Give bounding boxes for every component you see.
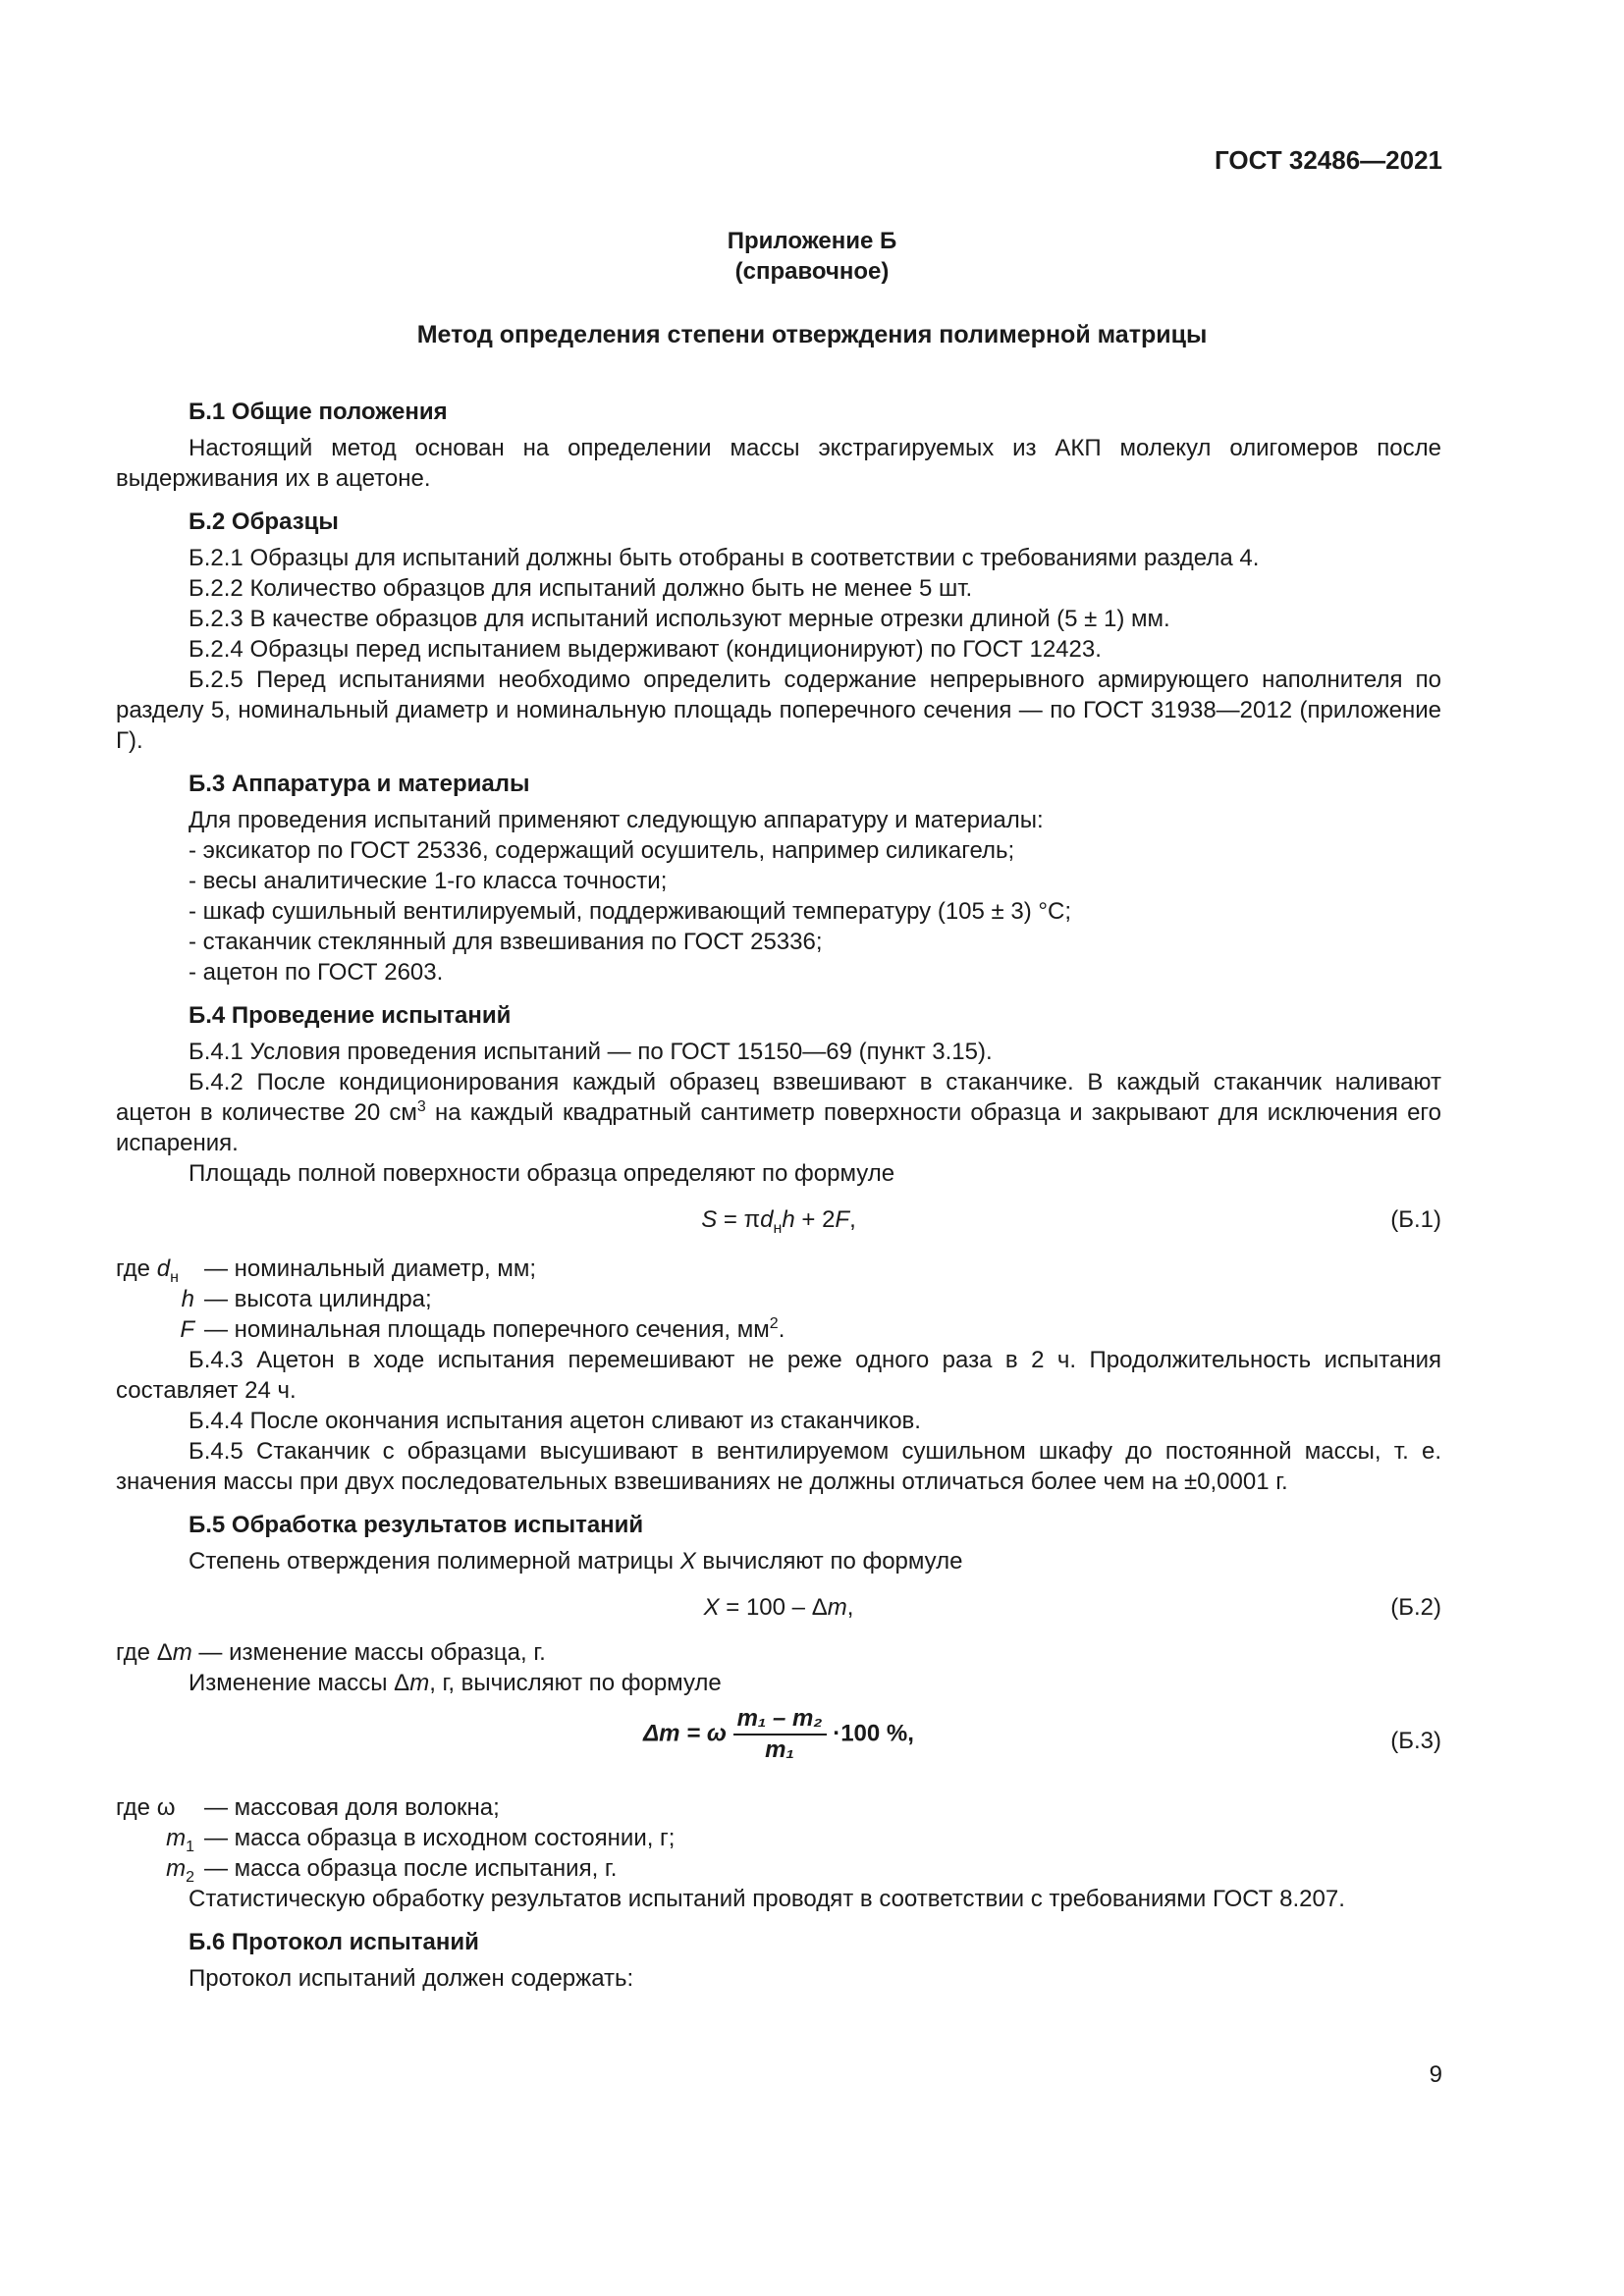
formula-b2: X = 100 – Δm, (Б.2)	[703, 1594, 1441, 1621]
formula-b1: $S = \pi d_нh + 2F$, (Б.1)	[701, 1206, 1441, 1237]
paragraph: Б.2.5 Перед испытаниями необходимо определить содержание непрерывного армирующего наполнителя по разделу 5, номинальный диаметр и номинальную площадь поперечного сечения — по ГОСТ 31938—2012 (приложение Г).	[116, 667, 1441, 754]
paragraph: Б.4.2 После кондиционирования каждый образец взвешивают в стаканчике. В каждый стаканчик наливают ацетон в количестве 20 $см^3$ на каждый квадратный сантиметр поверхности образца и закрывают для исключения его испарения.	[116, 1069, 1441, 1156]
paragraph: Б.2.3 В качестве образцов для испытаний используют мерные отрезки длиной (5 ± 1) мм.	[189, 606, 1170, 632]
section-heading-b6: Б.6 Протокол испытаний	[189, 1929, 479, 1955]
list-item: - шкаф сушильный вентилируемый, поддерживающий температуру (105 ± 3) °С;	[189, 898, 1071, 925]
paragraph: Изменение массы Δm, г, вычисляют по формуле	[189, 1670, 722, 1696]
paragraph: Б.2.4 Образцы перед испытанием выдерживают (кондиционируют) по ГОСТ 12423.	[189, 636, 1102, 663]
formula-definitions	[116, 1254, 1441, 1345]
list-item: - ацетон по ГОСТ 2603.	[189, 959, 444, 986]
paragraph: Б.4.5 Стаканчик с образцами высушивают в вентилируемом сушильном шкафу до постоянной массы, т. е. значения массы при двух последовательных взвешиваниях не должны отличаться более чем на ±0,0001 г.	[116, 1438, 1441, 1495]
paragraph: Для проведения испытаний применяют следующую аппаратуру и материалы:	[189, 807, 1044, 833]
paragraph: где Δm — изменение массы образца, г.	[116, 1639, 546, 1666]
paragraph: Б.4.4 После окончания испытания ацетон сливают из стаканчиков.	[189, 1408, 921, 1434]
paragraph: Степень отверждения полимерной матрицы X вычисляют по формуле	[189, 1548, 963, 1575]
definition-row: $m_1$ — масса образца в исходном состоянии, г;	[166, 1825, 676, 1855]
paragraph: Б.2.1 Образцы для испытаний должны быть отобраны в соответствии с требованиями раздела 4.	[189, 545, 1260, 571]
definition-row: h — высота цилиндра;	[181, 1286, 432, 1312]
paragraph: Б.4.3 Ацетон в ходе испытания перемешивают не реже одного раза в 2 ч. Продолжительность испытания составляет 24 ч.	[116, 1347, 1441, 1404]
definition-row: F — номинальная площадь поперечного сечения, $мм^2$.	[180, 1315, 785, 1343]
formula-number: (Б.2)	[1390, 1594, 1441, 1621]
paragraph: Настоящий метод основан на определении массы экстрагируемых из АКП молекул олигомеров после выдерживания их в ацетоне.	[116, 435, 1441, 492]
paragraph: Б.4.1 Условия проведения испытаний — по ГОСТ 15150—69 (пункт 3.15).	[189, 1039, 993, 1065]
list-item: - стаканчик стеклянный для взвешивания по ГОСТ 25336;	[189, 929, 823, 955]
annex-status: (справочное)	[734, 258, 890, 285]
paragraph: Площадь полной поверхности образца определяют по формуле	[189, 1160, 895, 1187]
section-heading-b2: Б.2 Образцы	[189, 508, 339, 535]
annex-title: Метод определения степени отверждения полимерной матрицы	[416, 321, 1208, 348]
definition-row: где ω — массовая доля волокна;	[116, 1794, 500, 1821]
document-id: ГОСТ 32486—2021	[1215, 145, 1442, 175]
page-number: 9	[1429, 2061, 1442, 2088]
formula-number: (Б.1)	[1390, 1206, 1441, 1233]
paragraph: Протокол испытаний должен содержать:	[189, 1965, 634, 1992]
list-item: - эксикатор по ГОСТ 25336, содержащий осушитель, например силикагель;	[189, 837, 1015, 864]
formula-number: (Б.3)	[1390, 1728, 1441, 1754]
annex-heading	[0, 226, 1624, 287]
formula-b3: Δm = ω $\frac{\text{m₁ – m₂}}{\text{m₁}}$ ·100 %, (Б.3)	[643, 1705, 1441, 1763]
annex-label: Приложение Б	[727, 228, 897, 254]
formula-definitions	[116, 1792, 1441, 1884]
section-heading-b4: Б.4 Проведение испытаний	[189, 1002, 512, 1029]
list-item: - весы аналитические 1-го класса точности;	[189, 868, 668, 894]
section-heading-b3: Б.3 Аппаратура и материалы	[189, 771, 530, 797]
section-heading-b5: Б.5 Обработка результатов испытаний	[189, 1512, 644, 1538]
section-heading-b1: Б.1 Общие положения	[189, 399, 448, 425]
definition-row: где $d_н$ — номинальный диаметр, мм;	[116, 1255, 537, 1286]
paragraph: Б.2.2 Количество образцов для испытаний должно быть не менее 5 шт.	[189, 575, 973, 602]
formula-fraction: $\frac{\text{m₁ – m₂}}{\text{m₁}}$	[733, 1704, 827, 1765]
paragraph: Статистическую обработку результатов испытаний проводят в соответствии с требованиями ГОСТ 8.207.	[189, 1886, 1345, 1912]
definition-row: $m_2$ — масса образца после испытания, г.	[166, 1855, 618, 1886]
document-body	[116, 397, 1441, 1994]
